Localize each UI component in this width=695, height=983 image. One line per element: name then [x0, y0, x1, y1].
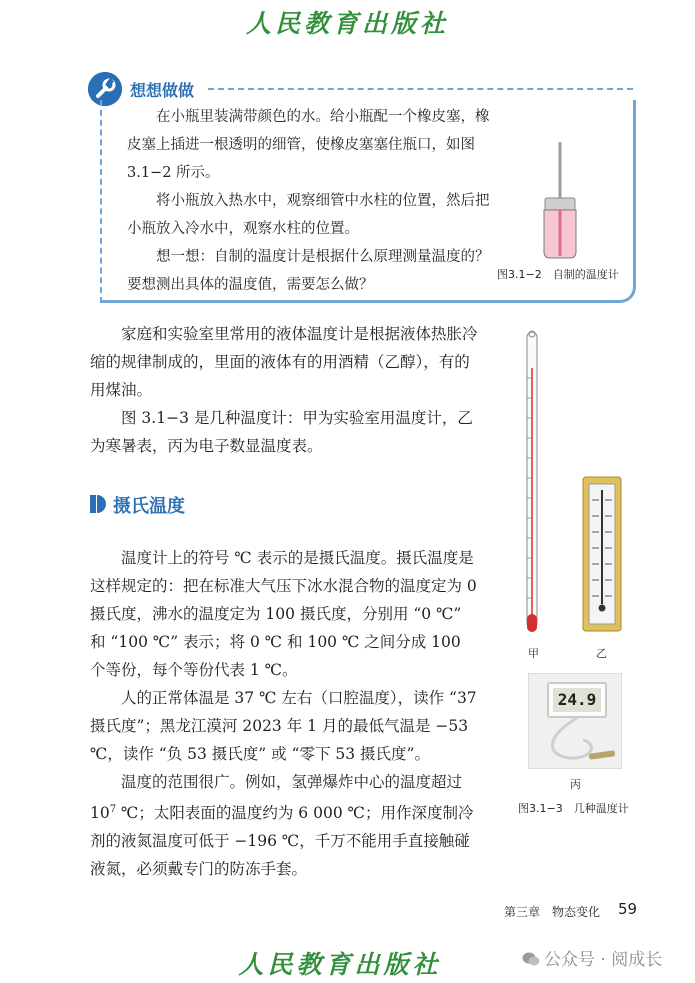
label-yi: 乙: [596, 647, 607, 660]
activity-divider: [208, 88, 633, 90]
publisher-header: 人民教育出版社: [245, 9, 449, 38]
activity-paragraph: 将小瓶放入热水中，观察细管中水柱的位置，然后把小瓶放入冷水中，观察水柱的位置。: [127, 193, 490, 237]
section-text: [90, 544, 480, 883]
chapter-footer: 第三章 物态变化: [504, 905, 601, 919]
digital-display: 24.9: [553, 688, 601, 712]
homemade-thermometer-figure: [530, 140, 590, 262]
digital-thermometer-image: [528, 673, 622, 769]
section-marker-half: [97, 495, 106, 513]
body-paragraph: [90, 768, 480, 883]
probe-cable: [529, 714, 623, 770]
activity-title: 想想做做: [130, 81, 195, 100]
body-paragraph: 温度计上的符号 ℃ 表示的是摄氏温度。摄氏温度是这样规定的：把在标准大气压下冰水混合物的温度定为 0 摄氏度，沸水的温度定为 100 摄氏度，分别用 “0 ℃” 和 “100 ℃” 表示；将 0 ℃ 和 100 ℃ 之间分成 100 个等份，每个等份代表 1 ℃。: [90, 549, 477, 679]
figure-caption: 图3.1−2 自制的温度计: [497, 268, 619, 281]
body-paragraph: 人的正常体温是 37 ℃ 左右（口腔温度），读作 “37 摄氏度”；黑龙江漠河 2023 年 1 月的最低气温是 −53 ℃，读作 “负 53 摄氏度” 或 “零下 53 摄氏度”。: [90, 689, 477, 763]
figure-caption: 图3.1−3 几种温度计: [518, 802, 629, 815]
section-title: 摄氏温度: [113, 496, 185, 517]
lab-thermometer-image: [520, 328, 544, 640]
exponent: 7: [109, 804, 117, 815]
watermark: [522, 945, 662, 970]
wechat-icon: [522, 952, 540, 966]
activity-paragraph: 在小瓶里装满带颜色的水。给小瓶配一个橡皮塞，橡皮塞上插进一根透明的细管，使橡皮塞塞住瓶口，如图 3.1−2 所示。: [127, 109, 490, 181]
watermark-text: 公众号 · 阅成长: [544, 950, 663, 970]
activity-text: [127, 103, 492, 299]
wall-thermometer-image: [582, 476, 622, 632]
page-number: 59: [618, 900, 638, 918]
publisher-footer: 人民教育出版社: [238, 950, 442, 979]
body-paragraph: 家庭和实验室里常用的液体温度计是根据液体热胀冷缩的规律制成的，里面的液体有的用酒精（乙醇），有的用煤油。: [90, 325, 478, 399]
activity-paragraph: 想一想：自制的温度计是根据什么原理测量温度的？要想测出具体的温度值，需要怎么做？: [127, 249, 490, 293]
section-marker: [90, 495, 96, 513]
label-jia: 甲: [528, 647, 539, 660]
body-paragraph: 图 3.1−3 是几种温度计：甲为实验室用温度计，乙为寒暑表，丙为电子数显温度表。: [90, 409, 473, 455]
label-bing: 丙: [570, 778, 581, 791]
temperature-range-text: 温度的范围很广。例如，氢弹爆炸中心的温度超过 10: [90, 773, 463, 823]
intro-text: [90, 320, 480, 460]
temperature-range-text-cont: ℃；太阳表面的温度约为 6 000 ℃；用作深度制冷剂的液氮温度可低于 −196 ℃，千万不能用手直接触碰液氮，必须戴专门的防冻手套。: [90, 804, 474, 879]
